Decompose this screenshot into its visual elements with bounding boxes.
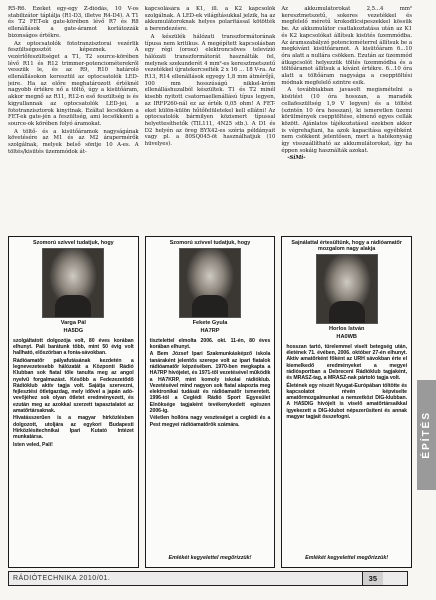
article-signature: -SiMi- bbox=[287, 155, 306, 162]
obituary-paragraph: Életének egy részét Nyugat-Európában töltötte és kapcsolatot révén képviselte amatőrmozgalmunkat a nemzetközi DIG-klubban. A HA5DIG hívójelt is viselő amatőrtársaikkal igyekezett a DIG-klubot népszerűsíteni és annak magyar tagjait összefogni. bbox=[286, 382, 407, 421]
obituary-name: Horlos István bbox=[328, 326, 365, 332]
article-paragraph: A töltő- és a kisütőáramok nagyságának követésére az M1 és az M2 árapermérők szolgálnak, melyek belső söntje 10 A-es. A töltés/kisütés üzemmódok át- bbox=[8, 128, 139, 155]
obituary-callsign: HA0WB bbox=[336, 334, 357, 341]
article-paragraph: A készülék hálózati transzformátorának típusa nem kritikus. A megépített kapcsolásban egy régi (orosz) elektroncsöves televízió hálózati transzformátorát használták fel, melynek szekunderét 4 mm²-es keresztmetszetű vezetékkel újratekercselték 2 x 16 ... 18 V-ra. Az R13, R14 ellenállások egyegy 1,8 mm átmérőjű, 100 mm hosszúságú nikkel-króm ellenálláshuzalból készültek. T1 és T2 minél kisebb nyitott csatornaellenállású típus legyen, az IRFP260-nál ez az érték 0,05 ohm! A FET-eket külön-külön hűtőfelületekel kell ellátni! Az optocsatolók bármilyen közismert típussal helyettesíthetők (TIL111, 4N25 stb.). A D1 és D2 helyén az öreg BYX42-es széria példányait vagy pl. a 80SQ045-öt használhatjuk (10 hüvelyes). bbox=[144, 33, 276, 148]
obituary-header: Sajnálattal értesültünk, hogy a rádióamatőr mozgalom nagy alakja bbox=[291, 240, 402, 252]
obituary-paragraph: tisztelettel elmolta 2006. okt. 11-én, 80 éves korában elhunyt. bbox=[149, 337, 271, 351]
obituary-name: Varga Pál bbox=[60, 320, 86, 326]
article-paragraph: Az akkumulátorokat 2,5...4 mm² keresztmetszetű, sokeres vezetékkel és megfelelő méretű krokodilcsipeszekkel kössük be. Az akkumulátor csatlakoztatása után az K1 és K2 kapcsolókat állítsuk kisütés üzemmódba. Az áramszabályzó potenciométerrel állítsuk be a megkívánt kisütőáramot. A kisütőáram 6...10 óra alatt a nullára csökken. Ezután az üzemmód átkapcsolót helyezzük töltés üzemmódba és a töltőáramot állítsuk a kívánt értékre. 6...10 óra alatt a töltőáram nagysága a csepptöltési módnak megfelelő szintre esik. bbox=[281, 6, 412, 86]
portrait-photo bbox=[316, 254, 378, 324]
obituary-text bbox=[146, 335, 275, 551]
section-tab bbox=[417, 380, 436, 490]
page-footer bbox=[8, 571, 408, 586]
obituary-paragraph: szolgáltatott dolgozója volt, 80 éves korában elhunyt. Pali barátunk több, mint 50 évig volt hallható, előszörban a fonia-sávokban. bbox=[13, 337, 134, 357]
obituary-paragraph: A Bem József Ipari Szakmunkásképző iskola tanáraként jelentős szerepe volt az ipari fiatalok rádióamatőr képzésében. 1970-ben megkapta a HA7RP hívójelet, és 1971-től vezetésével működik a HA7KRP, mint komoly iskolai rádióklub. Vezetésével mind nagyon sok fiatal alapozta meg elektronikai tudását és rádióamatőr ismereteit. 1996-tól a Ceglédi Rádió Sport Egyesület Elnöksége tagjaként tevékenykedett egészen 2006-ig. bbox=[149, 351, 271, 415]
article-paragraph: A továbbiakban javasolt megismételni a kisütést (10 óra hosszan, a maradék cellafeszültség 1,9 V legyen) és a töltést (szintén 10 óra hosszan), ki ismeretlen üzemi körülmények csepptöltése, elmenő egyes cellák között. Ajánlatos tájékoztatásul ezekben akkor is végrehajtani, ha azok kapacitása egyébként nem csökkent jelentősen, mert a hatékonyság így visszaállítható az akkumulátorokat, így ha éppen sokáig használták azokat. bbox=[281, 87, 412, 154]
article-paragraph: Az optocsatolók fototranzisztorai vezérlik feszültségosztót képeznek. A vezérlőfeszültséget a T1, T2 source-körében lévő R11 és R12 trimmer-potenciométerekről vesszük le, és az R9, R10 határoló ellenállásokon keresztül az optocsatolók LED-jeire. Ha az előre meghatározott értéknél nagyobb értékre nő a töltő, úgy a kisütőáram, akkor megnő az R11, R12-n eső feszültség is és kigyullannak az optocsatolók LED-jei, a fototranzisztorok kinyitnak. Ezáltal lecsökken a FET-ek gate-jén a feszültség, ami lecsökkenti a source-ok körében folyó áramokat. bbox=[8, 40, 139, 127]
publication-name: RÁDIÓTECHNIKA 2010/01. bbox=[13, 575, 111, 582]
obituary-text bbox=[9, 335, 138, 557]
obituary-paragraph: hosszan tartó, türelemmel viselt betegség után, életének 71. évében, 2006. október 27-én elhunyt. Aktív amatőrként főként az URH sávokban érte el kiemelkedő eredményeket a megyei rádiósportban a Debreceni Rádióklub tagjaként, és MRASZ-tag, a MRASZ-nak pártoló tagja volt. bbox=[286, 343, 407, 382]
obituary-closing: Emlékét kegyelettel megőrizzük! bbox=[305, 555, 389, 561]
obituary-callsign: HA5DG bbox=[63, 328, 84, 335]
portrait-photo bbox=[42, 248, 104, 318]
page-number: 35 bbox=[362, 572, 383, 585]
article-column-1 bbox=[8, 6, 139, 232]
obituary-paragraph: Hivatásszerűen is a magyar hírközlésben dolgozott, utoljára az egykori Budapesti Hírközlésitechnikai Ipari Kutató Intézet munkatársa. bbox=[13, 415, 134, 441]
article-body bbox=[8, 6, 412, 232]
obituary-section bbox=[8, 236, 412, 568]
section-tab-label: ÉPÍTÉS bbox=[421, 411, 432, 459]
obituary-header: Szomorú szívvel tudatjuk, hogy bbox=[33, 240, 114, 246]
article-paragraph: kapcsolására a K1, ill. a K2 kapcsolók szolgálnak. A LED-ek világításukkal jelzik, ha az akkumulátoroknak helyes polaritással kötötték a berendezésre. bbox=[144, 6, 276, 33]
portrait-photo bbox=[179, 248, 241, 318]
obituary-box-3 bbox=[281, 236, 412, 568]
obituary-name: Fekete Gyula bbox=[192, 320, 228, 326]
obituary-text bbox=[282, 341, 411, 551]
article-column-2 bbox=[145, 6, 276, 232]
obituary-box-1 bbox=[8, 236, 139, 568]
obituary-header: Szomorú szívvel tudatjuk, hogy bbox=[169, 240, 251, 246]
obituary-box-2 bbox=[145, 236, 276, 568]
obituary-callsign: HA7RP bbox=[200, 328, 220, 335]
obituary-paragraph: Véletlen hollóra nagy veszteséget a ceglédi és a Pest megyei rádióamatőrök számára. bbox=[149, 415, 271, 428]
article-paragraph: R5-R6. Ezeket egy-egy Z-diódás, 10 V-os stabilizátor táplálja (R1-D3, illetve R4-D4). A T1 és T2 FET-ek gate-körében lévő R7 és R8 ellenállások a gate-áramot korlátozzák bizonságos értékre. bbox=[8, 6, 139, 39]
obituary-closing: Emlékét kegyelettel megőrizzük! bbox=[168, 555, 252, 561]
obituary-closing bbox=[9, 557, 138, 567]
obituary-paragraph: Isten veled, Pali! bbox=[13, 441, 53, 448]
obituary-paragraph: Rádióamatőr pályafutásának kezdetén a legnevezetesebb hálózatát a Központi Rádió Klubban sok fiatal tőle tanulta meg az angol nyelvű forgalmazást. Később a Fedezezetődő Rádióklub aktív tagja volt. Sajátja szervezni, fejlesztési ötletgazdag, mely idővel a japán adó-vevőjéhez sok olyan ötletet eredményezett, és ezután meg az azokkal szerzett tapasztalatot az amatőrtársaknak. bbox=[13, 357, 134, 415]
article-column-3 bbox=[281, 6, 412, 232]
